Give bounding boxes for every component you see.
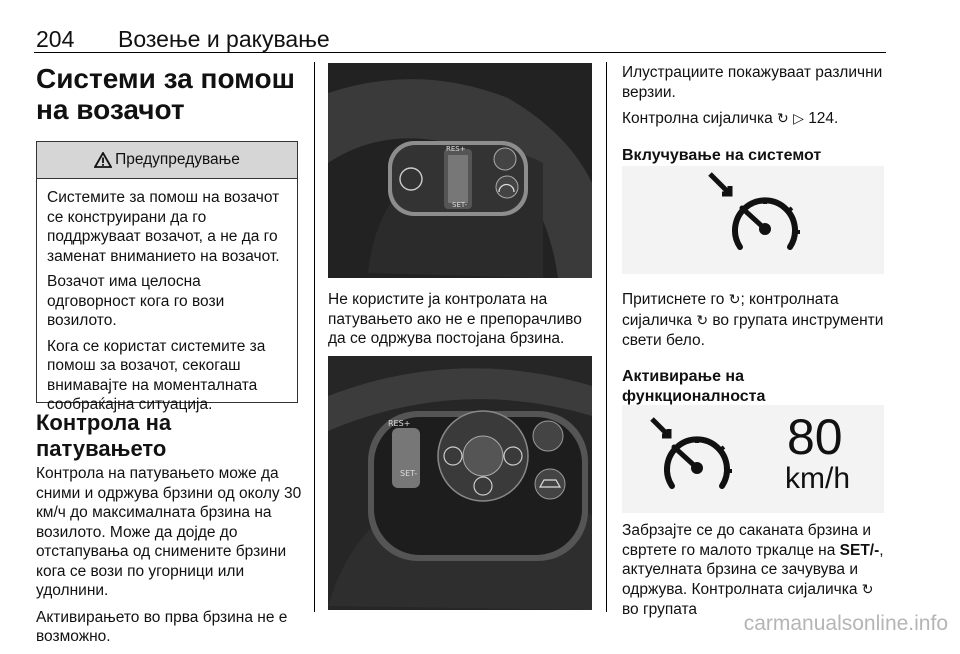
running-head: Возење и ракување — [118, 26, 330, 52]
middle-caption — [328, 290, 594, 356]
column-divider-left — [314, 62, 315, 612]
warning-title: Предупредување — [115, 151, 240, 168]
cruise-control-icon: ↻ — [861, 581, 874, 598]
cruise-icon-panel — [622, 166, 884, 274]
indicator-paragraph — [622, 109, 888, 130]
steering-wheel-photo-2 — [328, 356, 592, 610]
switch-on-text-c: во групата инструменти свети бело. — [622, 311, 884, 349]
set-label-2: SET- — [400, 469, 418, 478]
warning-header — [37, 142, 297, 179]
left-column — [36, 63, 302, 125]
switch-on-text-a: Притиснете го — [622, 291, 725, 308]
warning-triangle-icon — [94, 152, 112, 168]
right-column-mid — [622, 290, 888, 415]
intro-paragraph: Илустрациите покажуваат различни верзии. — [622, 64, 883, 101]
section-title: Системи за помош на возачот — [36, 63, 295, 125]
cruise-control-icon: ↻ — [728, 292, 741, 308]
res-label-2: RES+ — [388, 419, 411, 428]
watermark: carmanualsonline.info — [743, 612, 948, 635]
heading-switch-on: Вклучување на системот — [622, 146, 822, 164]
cruise-paragraph: Активирањето во прва брзина не е возможно. — [36, 608, 288, 645]
right-column-bottom — [622, 521, 888, 627]
warning-paragraph: Системите за помош на возачот се конструирани да го поддржуваат возачот, а не да го заменат вниманието на возачот. — [47, 189, 280, 265]
steering-wheel-photo-1 — [328, 63, 592, 278]
activate-text-b: , актуелната брзина се зачувува и одржува. Контролната сијаличка — [622, 541, 884, 598]
speedometer-icon — [622, 405, 884, 513]
right-column-top — [622, 63, 888, 174]
heading-activate: Активирање на функционалноста — [622, 367, 766, 405]
speed-unit: km/h — [785, 462, 851, 495]
speed-value: 80 — [787, 409, 843, 465]
activate-text-a: Забрзајте се до саканата брзина и свртете го малото тркалце на — [622, 522, 872, 559]
speed-display-panel — [622, 405, 884, 513]
cruise-section — [36, 410, 302, 654]
res-label: RES+ — [446, 145, 466, 153]
warning-body — [37, 179, 297, 415]
caption-paragraph: Не користите ја контролата на патувањето ако не е препорачливо да се одржува постојана брзина. — [328, 291, 582, 347]
indicator-ref: 124. — [808, 110, 839, 127]
cruise-heading: Контрола на патувањето — [36, 410, 172, 461]
switch-on-paragraph — [622, 290, 888, 351]
cruise-control-icon: ↻ — [777, 111, 789, 127]
warning-box — [36, 141, 298, 413]
warning-paragraph: Кога се користат системите за помош за возачот, секогаш внимавајте на моменталната сообраќајна ситуација. — [47, 337, 266, 413]
set-button-label: SET/- — [839, 541, 880, 559]
indicator-text: Контролна сијаличка — [622, 110, 773, 127]
cruise-paragraph: Контрола на патувањето може да сними и одржува брзини од околу 30 км/ч до максималната брзина на возилото. Може да дојде до отстапувања од снимените брзини кога се вози по угорници или удолнини. — [36, 465, 302, 599]
switch-on-text-b: ; контролната сијаличка — [622, 291, 839, 329]
header-rule — [34, 52, 886, 53]
warning-paragraph: Возачот има целосна одговорност кога го вози возилото. — [47, 273, 225, 329]
column-divider-right — [606, 62, 607, 612]
activate-text-c: во групата — [622, 601, 698, 618]
page-reference-icon: ▷ — [793, 111, 804, 127]
set-label: SET- — [452, 201, 468, 209]
cruise-control-icon: ↻ — [696, 312, 709, 329]
speedometer-icon — [622, 166, 884, 274]
page-number: 204 — [36, 26, 75, 52]
activate-paragraph — [622, 521, 888, 620]
